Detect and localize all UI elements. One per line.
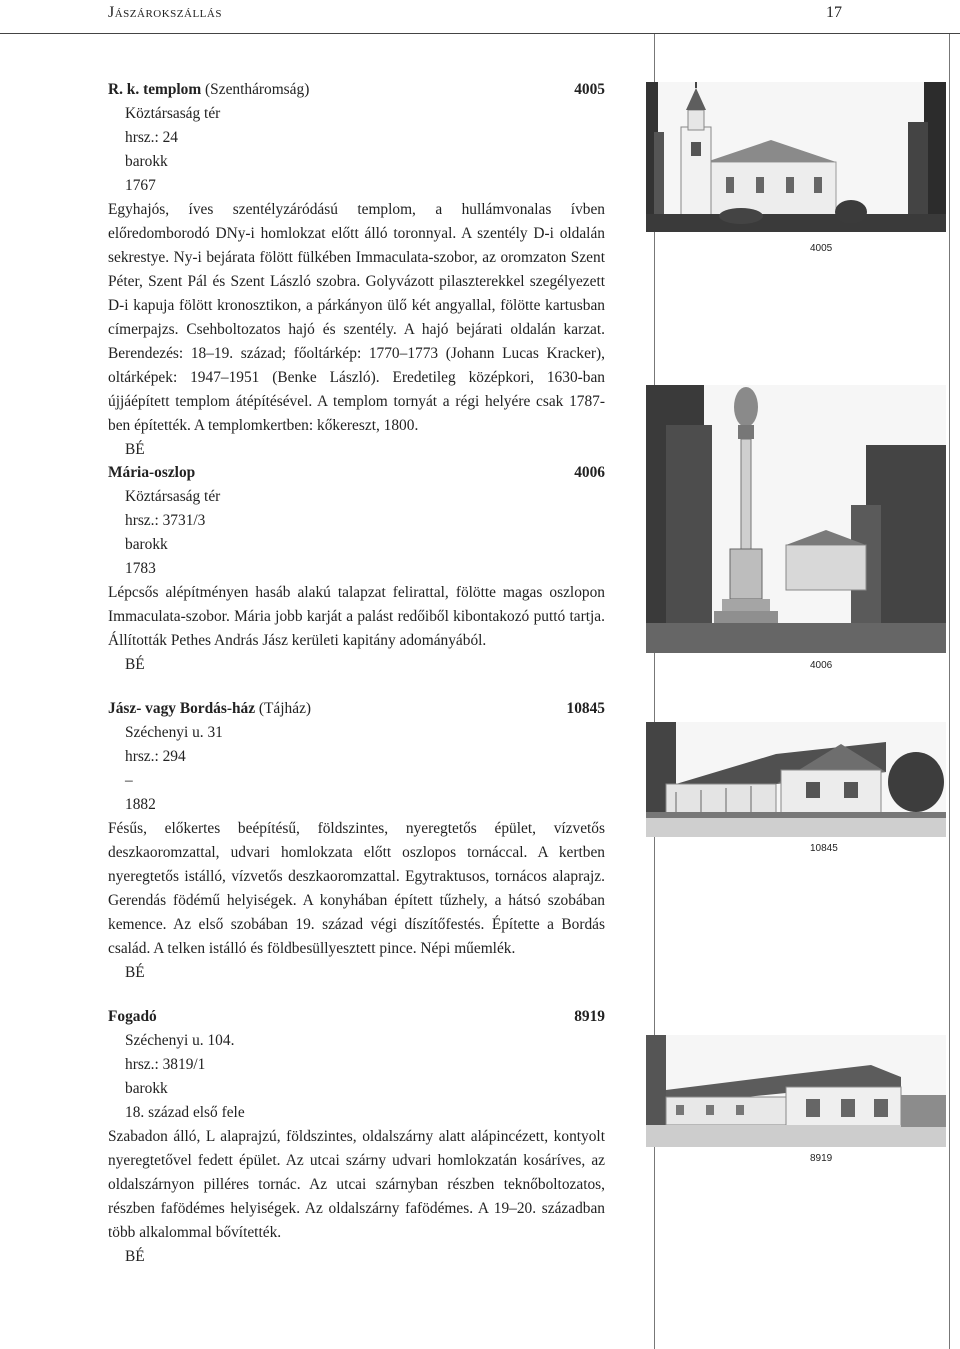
entry-author: BÉ [125, 656, 145, 673]
entry-author: BÉ [125, 441, 145, 458]
entry-description: Fésűs, előkertes beépítésű, földszintes, nyeregtetős épület, vízvetős deszkaoromzattal, udvari homlokzata előtt oszlopos tornáccal. A kertben nyeregtetős istálló, vízvetős deszkaoromzattal. Egytraktusos, tornácos alaprajz. Gerendás födémű helyiségek. A konyhában épített tűzhely, a hátsó szobában kemence. Az első szobában 19. század végi díszítőfestés. Építette a Bordás család. A telken istálló és földbesüllyesztett pince. Népi műemlék. [108, 820, 605, 957]
entry-number: 8919 [574, 1008, 605, 1025]
entry-style: barokk [125, 1080, 168, 1097]
entry-address: Széchenyi u. 31 [125, 724, 223, 741]
photo-label: 4006 [810, 660, 833, 671]
entry-author: BÉ [125, 964, 145, 981]
entry-date: 18. század első fele [125, 1104, 245, 1121]
entry-title: R. k. templom (Szentháromság) [108, 81, 310, 98]
entry-description: Lépcsős alépítményen hasáb alakú talapzat felirattal, fölötte magas oszlopon Immaculata-szobor. Mária jobb karját a palást redőiből kibontakozó puttó tartja. Állították Pethes András Jász kerületi kapitány adományából. [108, 584, 605, 649]
entry-4005 [108, 78, 605, 462]
entry-style: – [125, 772, 133, 789]
photo-label: 10845 [810, 843, 838, 854]
entry-style: barokk [125, 536, 168, 553]
entry-date: 1882 [125, 796, 156, 813]
entry-lot: hrsz.: 294 [125, 748, 186, 765]
photo-label: 4005 [810, 243, 833, 254]
entry-title: Mária-oszlop [108, 464, 196, 481]
column-photo [646, 385, 946, 653]
entry-description: Egyhajós, íves szentélyzáródású templom, a hullámvonalas ívben előredomborodó DNy-i homlokzat előtt álló toronnyal. A szentély D-i oldalán sekrestye. Ny-i bejárata fölött fülkében Immaculata-szobor, az oromzaton Szent Péter, Szent Pál és Szent László szobra. Golyvázott pilaszterekkel szegélyezett D-i kapuja fölött kronosztikon, a párkányon ülő két angyallal, fölötte kartusban címerpajzs. Csehboltozatos hajó és szentély. A hajó bejárati oldalán karzat. Berendezés: 18–19. század; főoltárkép: 1770–1773 (Johann Lucas Kracker), oltárképek: 1947–1951 (Benke László). Eredetileg középkori, 1630-ban újjáépített templom átépítésével. A templom tornyát a régi helyére csak 1787-ben építették. A templomkertben: kőkereszt, 1800. [108, 201, 605, 434]
entry-number: 4006 [574, 464, 605, 481]
church-photo [646, 82, 946, 232]
entry-address: Széchenyi u. 104. [125, 1032, 235, 1049]
entry-address: Köztársaság tér [125, 488, 221, 505]
header-rule [0, 33, 960, 34]
page-header [0, 0, 960, 34]
entry-lot: hrsz.: 3819/1 [125, 1056, 206, 1073]
entry-10845 [108, 697, 605, 985]
entry-style: barokk [125, 153, 168, 170]
entry-4006 [108, 461, 605, 677]
house-photo [646, 722, 946, 837]
column-rule-right [949, 34, 950, 1349]
entry-lot: hrsz.: 24 [125, 129, 179, 146]
page-number: 17 [826, 4, 842, 21]
entry-title: Jász- vagy Bordás-ház (Tájház) [108, 700, 312, 717]
entry-8919 [108, 1005, 605, 1269]
entry-description: Szabadon álló, L alaprajzú, földszintes, oldalszárny alatt alápincézett, kontyolt nyeregtetővel fedett épület. Az utcai szárny udvari homlokzatán kosáríves, az oldalszárnyon pilléres tornác. Az utcai szárnyban részben teknőboltozatos, részben fafödémes helyiségek. Az oldalszárny fafödémes. A 19–20. században több alkalommal bővítették. [108, 1128, 605, 1241]
entry-date: 1783 [125, 560, 156, 577]
entry-number: 10845 [566, 700, 605, 717]
entry-lot: hrsz.: 3731/3 [125, 512, 206, 529]
photo-label: 8919 [810, 1153, 833, 1164]
entry-author: BÉ [125, 1248, 145, 1265]
entry-address: Köztársaság tér [125, 105, 221, 122]
inn-photo [646, 1035, 946, 1147]
entry-title: Fogadó [108, 1008, 157, 1025]
entry-date: 1767 [125, 177, 156, 194]
entry-number: 4005 [574, 81, 605, 98]
running-title: Jászárokszállás [108, 4, 222, 21]
